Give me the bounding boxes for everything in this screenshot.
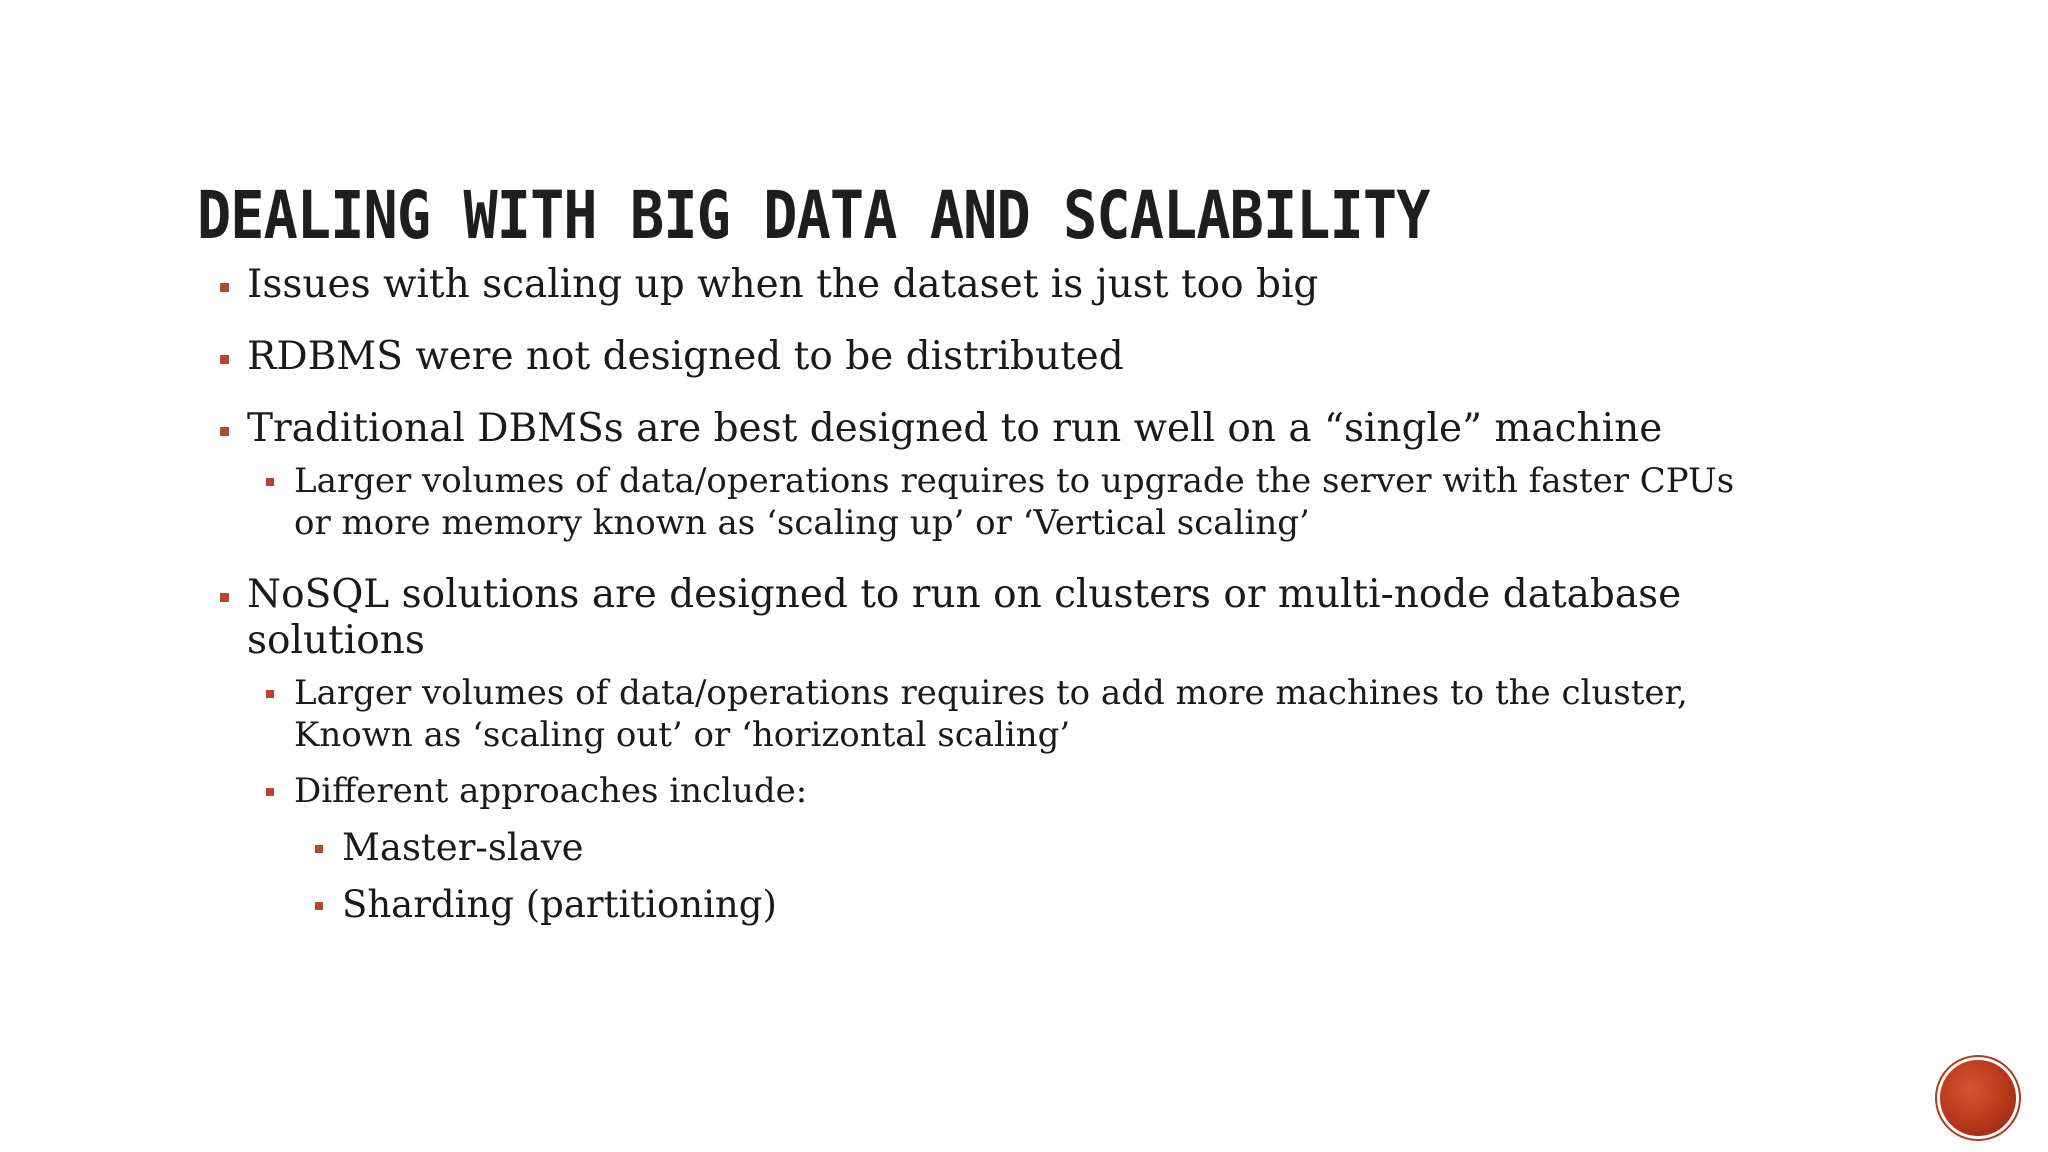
bullet-item [212, 406, 1772, 452]
slide-title: DEALING WITH BIG DATA AND SCALABILITY [197, 177, 1430, 254]
red-circle-logo-icon [1940, 1060, 2016, 1136]
sub-bullet-text: Different approaches include: [294, 771, 808, 811]
sub-sub-bullet-text: Sharding (partitioning) [342, 883, 777, 926]
bullet-text: Traditional DBMSs are best designed to run well on a “single” machine [247, 406, 1663, 451]
bullet-item [212, 262, 1772, 308]
sub-bullet-text: Larger volumes of data/operations requires to upgrade the server with faster CPUs or more memory known as ‘scaling up’ or ‘Vertical scaling’ [294, 461, 1735, 543]
sub-bullet-text: Larger volumes of data/operations requires to add more machines to the cluster, Known as ‘scaling out’ or ‘horizontal scaling’ [294, 673, 1688, 755]
sub-bullet-item [259, 770, 1772, 812]
sub-sub-bullet-item [307, 826, 1772, 870]
sub-bullet-item [259, 460, 1772, 544]
sub-bullet-item [259, 672, 1772, 756]
bullet-item [212, 334, 1772, 380]
bullet-text: Issues with scaling up when the dataset is just too big [247, 262, 1319, 307]
bullet-item [212, 572, 1772, 664]
bullet-text: NoSQL solutions are designed to run on clusters or multi-node database solutions [247, 572, 1682, 663]
bullet-list [212, 262, 1772, 940]
bullet-text: RDBMS were not designed to be distributed [247, 334, 1124, 379]
sub-sub-bullet-text: Master-slave [342, 826, 584, 869]
sub-sub-bullet-item [307, 883, 1772, 927]
